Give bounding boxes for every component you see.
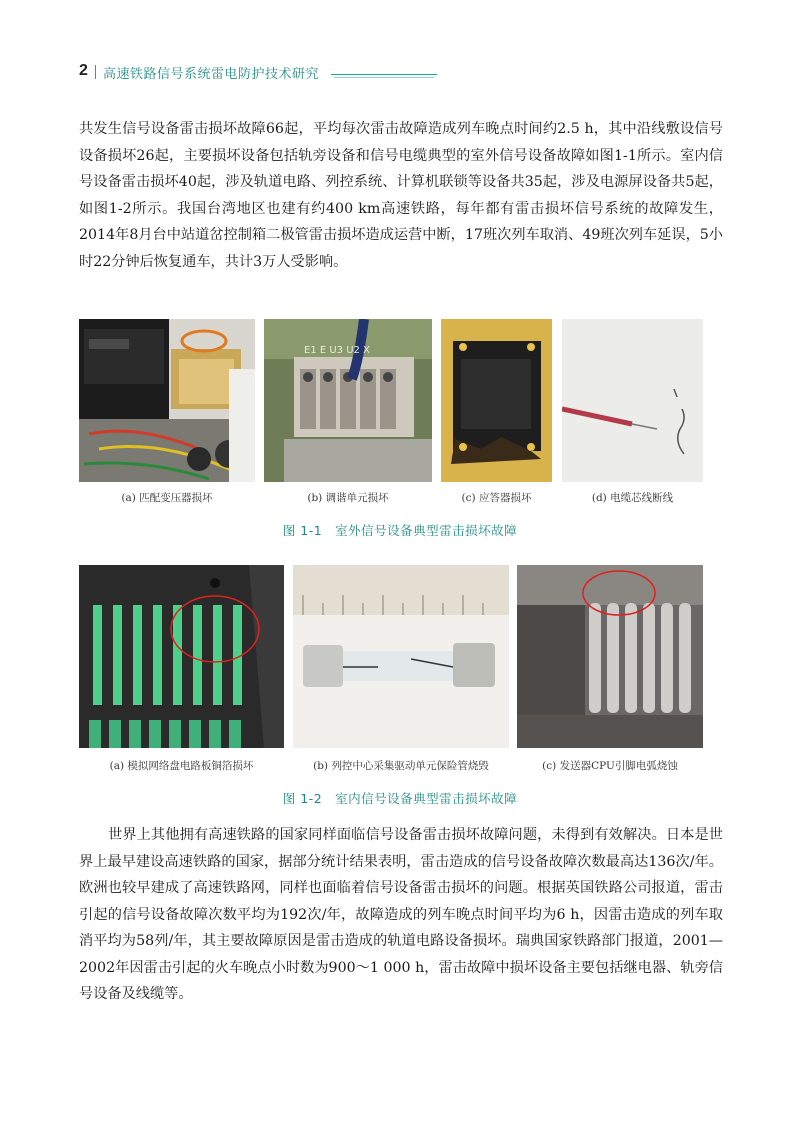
caption-1c: (c) 应答器损坏	[461, 492, 532, 504]
cable-core-photo-graphic	[562, 319, 703, 482]
fuse-photo-graphic	[293, 565, 509, 748]
header-rule-light	[334, 77, 434, 78]
photo-cable-core	[562, 319, 703, 482]
running-title: 高速铁路信号系统雷电防护技术研究	[103, 67, 320, 82]
running-header	[79, 62, 739, 84]
caption-1a: (a) 匹配变压器损坏	[121, 492, 213, 504]
photo-matching-transformer	[79, 319, 255, 482]
circuit-board-photo-graphic	[79, 565, 284, 748]
tuning-unit-photo-graphic	[264, 319, 432, 482]
transponder-photo-graphic	[441, 319, 552, 482]
photo-fuse	[293, 565, 509, 748]
body-paragraph-1: 共发生信号设备雷击损坏故障66起，平均每次雷击故障造成列车晚点时间约2.5 h，其中沿线敷设信号设备损坏26起，主要损坏设备包括轨旁设备和信号电缆典型的室外信号设备故障如图1-1所示。室内信号设备雷击损坏40起，涉及轨道电路、列控系统、计算机联锁等设备共35起，涉及电源屏设备共5起，如图1-2所示。我国台湾地区也建有约400 km高速铁路，每年都有雷击损坏信号系统的故障发生，2014年8月台中站道岔控制箱二极管雷击损坏造成运营中断，17班次列车取消、49班次列车延误，5小时22分钟后恢复通车，共计3万人受影响。	[79, 121, 723, 270]
figure-1-1-title: 图 1-1 室外信号设备典型雷击损坏故障	[282, 523, 518, 538]
cpu-pins-photo-graphic	[517, 565, 703, 748]
transformer-photo-graphic	[79, 319, 255, 482]
caption-1b: (b) 调谐单元损坏	[307, 492, 389, 504]
caption-2a: (a) 模拟网络盘电路板铜箔损坏	[109, 760, 254, 772]
body-paragraph-2: 世界上其他拥有高速铁路的国家同样面临信号设备雷击损坏故障问题，未得到有效解决。日本是世界上最早建设高速铁路的国家，据部分统计结果表明，雷击造成的信号设备故障次数最高达136次/年。欧洲也较早建成了高速铁路网，同样也面临着信号设备雷击损坏的问题。根据英国铁路公司报道，雷击引起的信号设备故障次数平均为192次/年，故障造成的列车晚点时间平均为6 h，因雷击造成的列车取消平均为58列/年，其主要故障原因是雷击造成的轨道电路设备损坏。瑞典国家铁路部门报道，2001—2002年因雷击引起的火车晚点小时数为900～1 000 h，雷击故障中损坏设备主要包括继电器、轨旁信号设备及线缆等。	[79, 827, 723, 1002]
photo-transponder	[441, 319, 552, 482]
caption-2c: (c) 发送器CPU引脚电弧烧蚀	[542, 760, 678, 772]
caption-2b: (b) 列控中心采集驱动单元保险管烧毁	[313, 760, 489, 772]
caption-1d: (d) 电缆芯线断线	[591, 492, 674, 504]
header-separator	[95, 65, 96, 79]
terminal-label: E1 E U3 U2 X	[304, 345, 370, 356]
photo-circuit-board	[79, 565, 284, 748]
photo-tuning-unit	[264, 319, 432, 482]
page-number: 2	[79, 62, 88, 79]
header-rule	[331, 74, 437, 75]
photo-transmitter-cpu	[517, 565, 703, 748]
figure-1-2-title: 图 1-2 室内信号设备典型雷击损坏故障	[282, 791, 518, 806]
